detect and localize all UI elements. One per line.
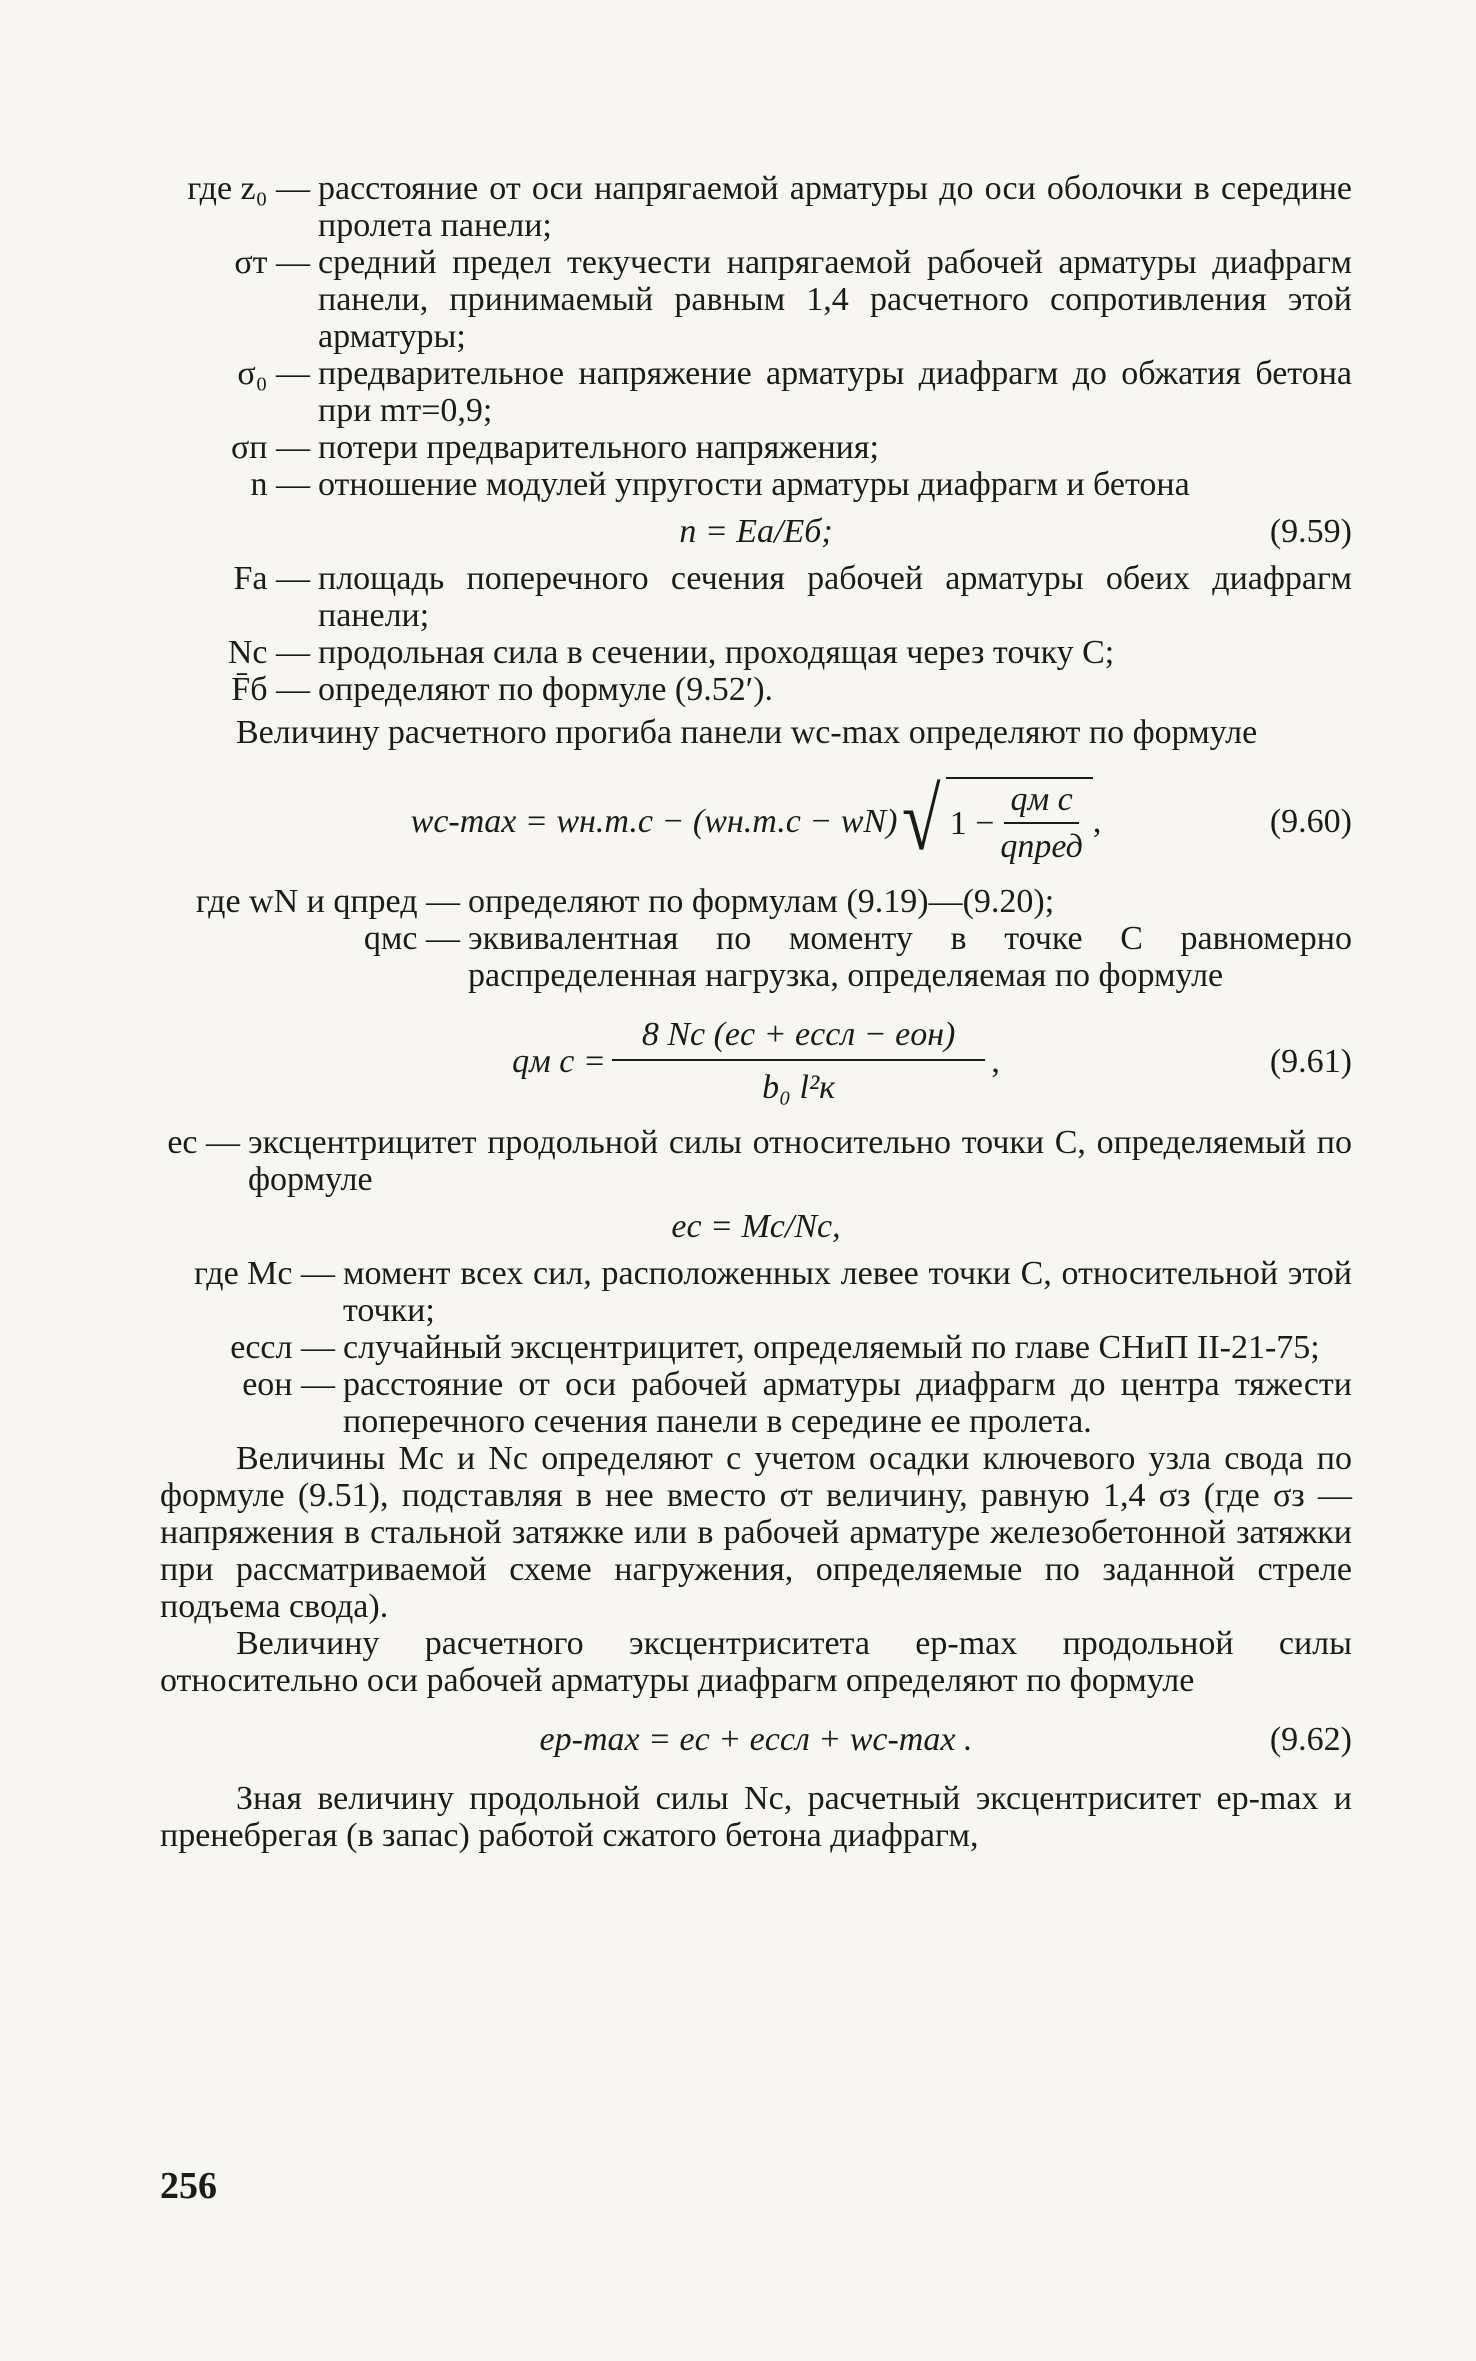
definition-nc: [160, 634, 1352, 671]
equation-number: (9.61): [1269, 1042, 1352, 1080]
equation-body: ec = Mc/Nc,: [671, 1208, 841, 1245]
definition-term: ecсл —: [230, 1329, 335, 1366]
definitions-list-4: [160, 1124, 1352, 1198]
equation-number: (9.59): [1269, 513, 1352, 550]
definition-text: расстояние от оси напрягаемой арматуры до оси оболочки в середине пролета панели;: [318, 170, 1352, 244]
radicand-one: 1 −: [949, 804, 995, 842]
equation-number: (9.60): [1269, 802, 1352, 840]
definition-text: продольная сила в сечении, проходящая через точку C;: [318, 634, 1115, 671]
equation-body: n = Eа/Eб;: [679, 513, 833, 550]
definition-term: σп —: [230, 429, 310, 466]
equation-9-61: [160, 1016, 1352, 1106]
fraction-denominator: b₀ l²к: [762, 1069, 836, 1106]
equation-tail: ,: [991, 1042, 1000, 1080]
definition-ec: [160, 1124, 1352, 1198]
definition-text: определяют по формулам (9.19)—(9.20);: [468, 883, 1055, 920]
definition-fb: [160, 671, 1352, 708]
definition-term: ec —: [167, 1124, 240, 1161]
fraction-numerator: qм c: [1004, 781, 1078, 824]
page-number: 256: [160, 2165, 217, 2207]
fraction: [612, 1016, 986, 1106]
fraction-denominator: qпред: [1000, 828, 1083, 865]
definition-z0: [160, 170, 1352, 244]
equation-9-59: [160, 513, 1352, 550]
definition-sigma-p: [160, 429, 1352, 466]
equation-9-62: [160, 1721, 1352, 1758]
definition-term: n —: [250, 466, 310, 503]
definition-text: случайный эксцентрицитет, определяемый по главе СНиП II-21-75;: [343, 1329, 1320, 1366]
definitions-list-5: [160, 1255, 1352, 1440]
square-root: [897, 772, 1092, 869]
definition-text: эквивалентная по моменту в точке C равномерно распределенная нагрузка, определяемая по формуле: [468, 920, 1352, 994]
definition-sigma-t: [160, 244, 1352, 355]
definition-eon: [160, 1366, 1352, 1440]
paragraph-final: Зная величину продольной силы Nc, расчетный эксцентриситет eр-max и пренебрегая (в запас) работой сжатого бетона диафрагм,: [160, 1780, 1352, 1854]
definition-text: определяют по формуле (9.52′).: [318, 671, 774, 708]
definition-n: [160, 466, 1352, 503]
equation-body: eр-max = ec + ecсл + wc-max .: [539, 1721, 973, 1758]
definition-term: где z₀ —: [187, 170, 310, 207]
definition-text: отношение модулей упругости арматуры диафрагм и бетона: [318, 466, 1190, 503]
definitions-list-1: [160, 170, 1352, 503]
definition-wn-qpred: [160, 883, 1352, 920]
definition-term: Nc —: [227, 634, 310, 671]
definitions-list-2: [160, 560, 1352, 708]
paragraph-deflection: Величину расчетного прогиба панели wc-max определяют по формуле: [236, 714, 1258, 751]
definition-term: где wN и qпред —: [195, 883, 460, 920]
definitions-list-3: [160, 883, 1352, 994]
definition-text: предварительное напряжение арматуры диафрагм до обжатия бетона при mт=0,9;: [318, 355, 1352, 429]
equation-lhs: wc-max = wн.т.c − (wн.т.c − wN): [410, 802, 898, 840]
definition-term: qмс —: [363, 920, 460, 957]
equation-lhs: qм c =: [512, 1042, 606, 1080]
definition-term: Fа —: [233, 560, 310, 597]
equation-ec: [160, 1208, 1352, 1245]
definition-term: σ₀ —: [237, 355, 310, 392]
definition-fa: [160, 560, 1352, 634]
equation-9-60: [160, 772, 1352, 869]
definition-text: площадь поперечного сечения рабочей арматуры обеих диафрагм панели;: [318, 560, 1352, 634]
definition-text: потери предварительного напряжения;: [318, 429, 879, 466]
definition-text: средний предел текучести напрягаемой рабочей арматуры диафрагм панели, принимаемый равным 1,4 расчетного сопротивления этой арматуры;: [318, 244, 1352, 355]
definition-ec-sl: [160, 1329, 1352, 1366]
definition-mc: [160, 1255, 1352, 1329]
definition-term: где Mc —: [194, 1255, 335, 1292]
definition-term: F̄б —: [231, 671, 310, 708]
fraction: [1000, 781, 1082, 865]
definition-text: момент всех сил, расположенных левее точки C, относительной этой точки;: [343, 1255, 1352, 1329]
paragraph-eccentricity: Величину расчетного эксцентриситета eр-max продольной силы относительно оси рабочей арматуры диафрагм определяют по формуле: [160, 1625, 1352, 1699]
radical-sign: √: [902, 772, 941, 869]
definition-qmc: [160, 920, 1352, 994]
fraction-numerator: 8 Nc (ec + ecсл − eон): [612, 1016, 986, 1061]
definition-term: eон —: [242, 1366, 335, 1403]
page-body: [160, 170, 1352, 1854]
definition-text: эксцентрицитет продольной силы относительно точки C, определяемый по формуле: [248, 1124, 1352, 1198]
radicand: [946, 777, 1093, 865]
equation-tail: ,: [1092, 802, 1102, 840]
paragraph-mc-nc: Величины Mc и Nc определяют с учетом осадки ключевого узла свода по формуле (9.51), подставляя в нее вместо σт величину, равную 1,4 σз (где σз — напряжения в стальной затяжке или в рабочей арматуре железобетонной затяжки при рассматриваемой схеме нагружения, определяемые по заданной стреле подъема свода).: [160, 1440, 1352, 1625]
definition-term: σт —: [234, 244, 310, 281]
definition-text: расстояние от оси рабочей арматуры диафрагм до центра тяжести поперечного сечения панели в середине ее пролета.: [343, 1366, 1352, 1440]
definition-sigma-0: [160, 355, 1352, 429]
equation-number: (9.62): [1269, 1721, 1352, 1758]
